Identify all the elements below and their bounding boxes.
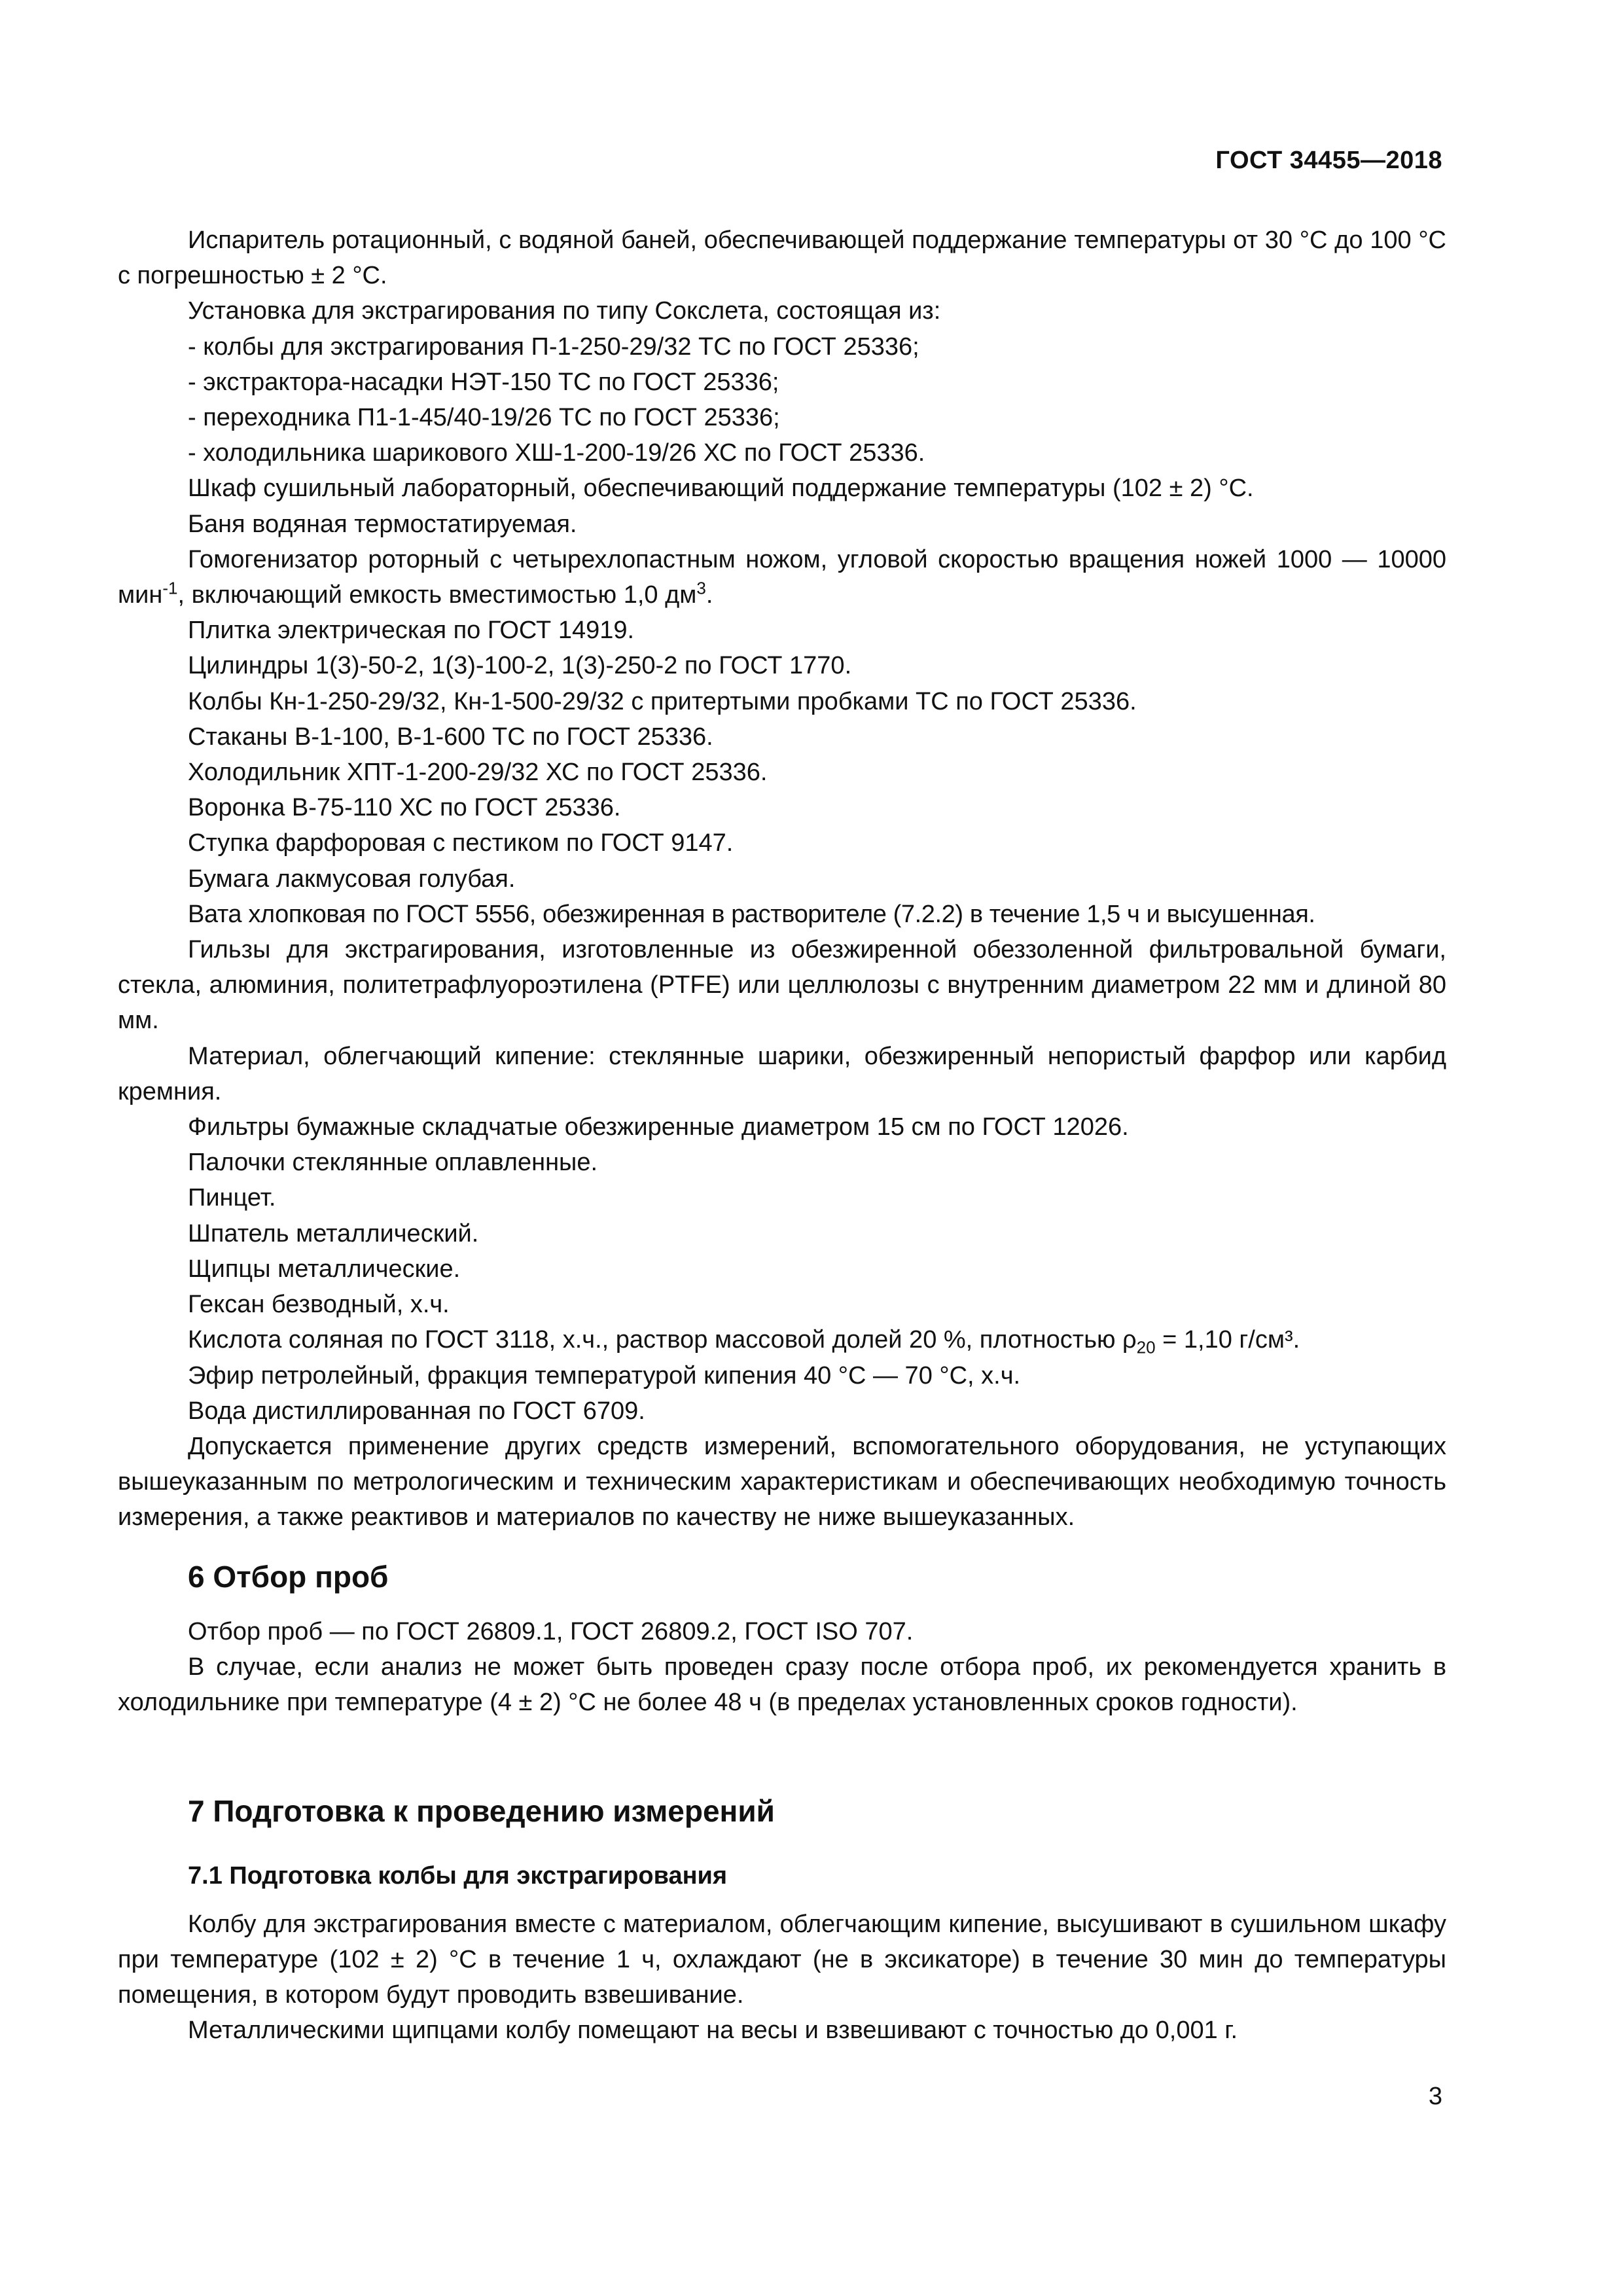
section-6-heading: 6 Отбор проб bbox=[188, 1559, 389, 1594]
paragraph-soxhlet-intro: Установка для экстрагирования по типу Сокслета, состоящая из: bbox=[188, 297, 941, 325]
paragraph-hcl bbox=[118, 1322, 1446, 1357]
section-6-paragraph-2: В случае, если анализ не может быть проведен сразу после отбора проб, их рекомендуется хранить в холодильнике при температуре (4 ± 2) °С не более 48 ч (в пределах установленных сроков годности). bbox=[118, 1653, 1446, 1717]
paragraph-allowance: Допускается применение других средств измерений, вспомогательного оборудования, не уступающих вышеуказанным по метрологическим и техническим характеристикам и обеспечивающих необходимую точность измерения, а также реактивов и материалов по качеству не ниже вышеуказанных. bbox=[118, 1432, 1446, 1532]
subsection-7-1-paragraph-1: Колбу для экстрагирования вместе с материалом, облегчающим кипение, высушивают в сушильном шкафу при температуре (102 ± 2) °С в течение 1 ч, охлаждают (не в эксикаторе) в течение 30 мин до температуры помещения, в котором будут проводить взвешивание. bbox=[118, 1910, 1446, 2009]
list-item: Стаканы В-1-100, В-1-600 ТС по ГОСТ 25336. bbox=[188, 723, 713, 751]
list-item: - колбы для экстрагирования П-1-250-29/32 ТС по ГОСТ 25336; bbox=[188, 332, 919, 361]
body-text bbox=[118, 223, 1446, 2049]
paragraph-evaporator: Испаритель ротационный, с водяной баней, обеспечивающей поддержание температуры от 30 °С до 100 °С с погрешностью ± 2 °С. bbox=[118, 226, 1446, 290]
paragraph-oven: Шкаф сушильный лабораторный, обеспечивающий поддержание температуры (102 ± 2) °С. bbox=[188, 475, 1254, 503]
section-6-paragraph-1: Отбор проб — по ГОСТ 26809.1, ГОСТ 26809.2, ГОСТ ISO 707. bbox=[188, 1617, 914, 1645]
list-item: Колбы Кн-1-250-29/32, Кн-1-500-29/32 с притертыми пробками ТС по ГОСТ 25336. bbox=[188, 687, 1137, 715]
list-item: - холодильника шарикового ХШ-1-200-19/26 ХС по ГОСТ 25336. bbox=[188, 439, 925, 467]
list-item: Щипцы металлические. bbox=[188, 1255, 461, 1283]
list-item: Плитка электрическая по ГОСТ 14919. bbox=[188, 617, 635, 645]
paragraph-boiling-aid: Материал, облегчающий кипение: стеклянные шарики, обезжиренный непористый фарфор или карбид кремния. bbox=[118, 1042, 1446, 1105]
page-number: 3 bbox=[1428, 2083, 1442, 2110]
subsection-7-1-heading: 7.1 Подготовка колбы для экстрагирования bbox=[188, 1861, 728, 1890]
hcl-density-value: = 1,10 г/см³. bbox=[1155, 1326, 1300, 1354]
homogenizer-volume-exponent: 3 bbox=[696, 578, 706, 598]
homogenizer-speed: 1000 — 10000 мин bbox=[118, 545, 1447, 609]
list-item: Шпатель металлический. bbox=[188, 1219, 479, 1247]
homogenizer-capacity: , включающий емкость вместимостью 1,0 дм bbox=[177, 581, 697, 609]
hcl-density-subscript: 20 bbox=[1136, 1337, 1156, 1357]
list-item: Палочки стеклянные оплавленные. bbox=[188, 1149, 598, 1177]
document-id-header: ГОСТ 34455—2018 bbox=[1215, 147, 1442, 174]
list-item: Пинцет. bbox=[188, 1184, 276, 1212]
hcl-text: Кислота соляная по ГОСТ 3118, х.ч., раствор массовой долей 20 %, плотностью ρ bbox=[188, 1326, 1137, 1354]
homogenizer-line1: Гомогенизатор роторный с четырехлопастным ножом, угловой скоростью вращения ножей bbox=[188, 545, 1267, 573]
homogenizer-end: . bbox=[705, 581, 713, 609]
list-item: Ступка фарфоровая с пестиком по ГОСТ 9147. bbox=[188, 829, 734, 857]
list-item: Эфир петролейный, фракция температурой кипения 40 °С — 70 °С, х.ч. bbox=[188, 1361, 1021, 1390]
paragraph-water-bath: Баня водяная термостатируемая. bbox=[188, 510, 577, 538]
subsection-7-1-paragraph-2: Металлическими щипцами колбу помещают на весы и взвешивают с точностью до 0,001 г. bbox=[188, 2017, 1238, 2045]
list-item: Фильтры бумажные складчатые обезжиренные диаметром 15 см по ГОСТ 12026. bbox=[188, 1113, 1129, 1141]
list-item: - переходника П1-1-45/40-19/26 ТС по ГОСТ 25336; bbox=[188, 404, 780, 432]
homogenizer-unit-exponent: -1 bbox=[162, 578, 178, 598]
paragraph-thimbles: Гильзы для экстрагирования, изготовленные из обезжиренной обеззоленной фильтровальной бумаги, стекла, алюминия, политетрафлуороэтилена (PTFE) или целлюлозы с внутренним диаметром 22 мм и длиной 80 мм. bbox=[118, 936, 1446, 1035]
list-item: Бумага лакмусовая голубая. bbox=[188, 865, 516, 893]
list-item: Гексан безводный, х.ч. bbox=[188, 1291, 450, 1319]
list-item: Холодильник ХПТ-1-200-29/32 ХС по ГОСТ 25336. bbox=[188, 759, 768, 787]
paragraph-cotton: Вата хлопковая по ГОСТ 5556, обезжиренная в растворителе (7.2.2) в течение 1,5 ч и высушенная. bbox=[188, 900, 1315, 928]
list-item: Воронка В-75-110 ХС по ГОСТ 25336. bbox=[188, 794, 621, 822]
section-7-heading: 7 Подготовка к проведению измерений bbox=[188, 1794, 775, 1829]
list-item: Цилиндры 1(3)-50-2, 1(3)-100-2, 1(3)-250-2 по ГОСТ 1770. bbox=[188, 652, 852, 680]
paragraph-homogenizer bbox=[118, 542, 1446, 613]
list-item: - экстрактора-насадки НЭТ-150 ТС по ГОСТ 25336; bbox=[188, 368, 779, 396]
list-item: Вода дистиллированная по ГОСТ 6709. bbox=[188, 1397, 645, 1425]
